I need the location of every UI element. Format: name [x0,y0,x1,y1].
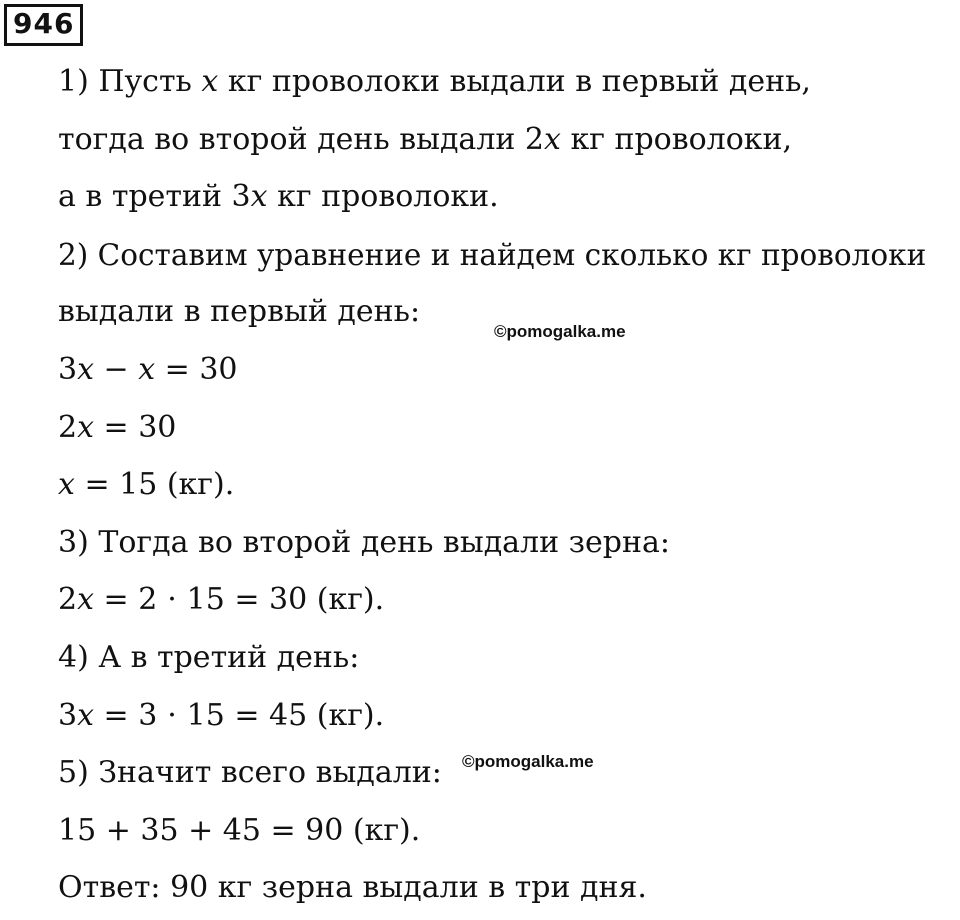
equation-line-6: 15 + 35 + 45 = 90 (кг). [58,812,421,848]
equation-line-2: 2𝑥 = 30 [58,409,177,445]
equation-line-5: 3𝑥 = 3 ⋅ 15 = 45 (кг). [58,697,385,733]
watermark: ©pomogalka.me [462,752,594,771]
solution-text [58,56,958,920]
solution-line-11: 4) А в третий день: [58,639,360,675]
equation-line-3: 𝑥 = 15 (кг). [58,467,235,503]
equation-line-4: 2𝑥 = 2 ⋅ 15 = 30 (кг). [58,582,385,618]
equation-line-1: 3𝑥 − 𝑥 = 30 [58,351,238,387]
solution-line-1: 1) Пусть 𝑥 кг проволоки выдали в первый день, [58,64,811,99]
solution-line-5: выдали в первый день: [58,294,421,330]
solution-line-13: 5) Значит всего выдали: [58,755,442,791]
solution-line-3: а в третий 3𝑥 кг проволоки. [58,179,499,215]
problem-number: 946 [4,4,83,46]
solution-line-4: 2) Составим уравнение и найдем сколько кг проволоки [58,237,927,272]
answer-line: Ответ: 90 кг зерна выдали в три дня. [58,870,647,906]
solution-line-9: 3) Тогда во второй день выдали зерна: [58,524,670,560]
watermark: ©pomogalka.me [494,322,626,341]
solution-line-2: тогда во второй день выдали 2𝑥 кг проволоки, [58,121,793,157]
